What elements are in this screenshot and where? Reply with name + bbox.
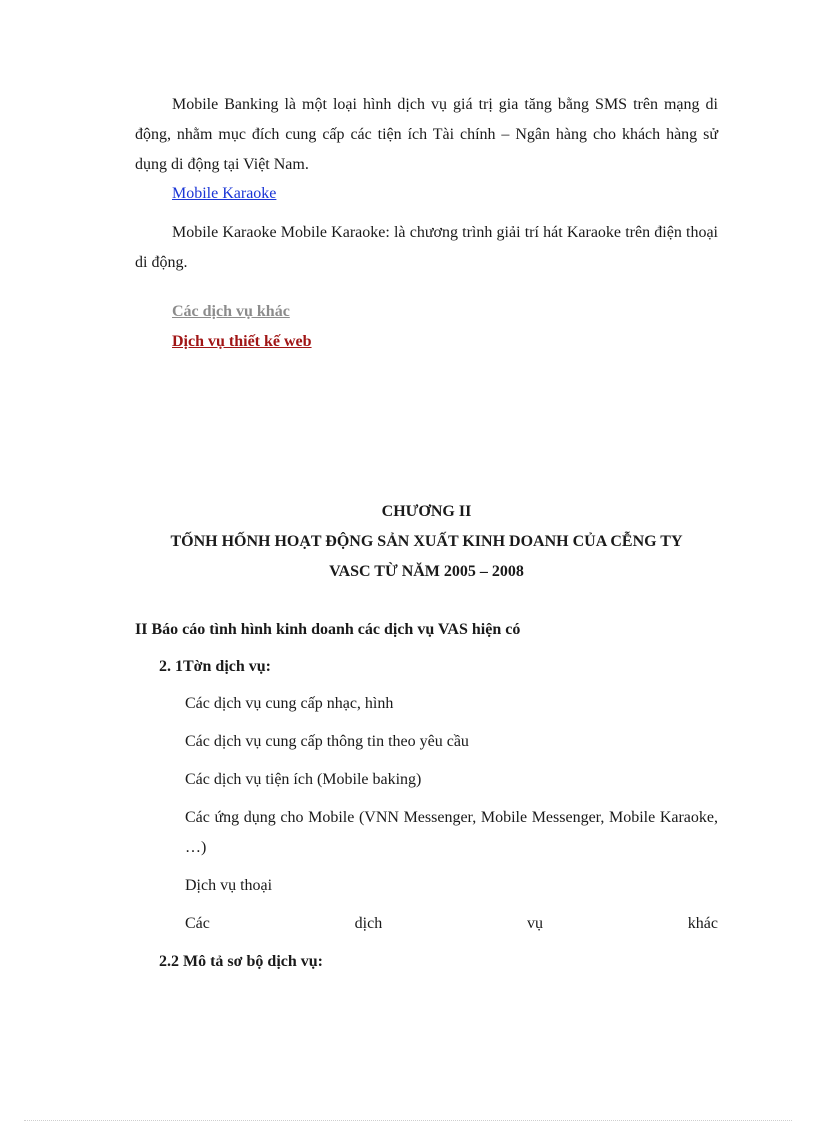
chapter-number: CHƯƠNG II: [381, 503, 472, 520]
service-item: Các dịch vụ cung cấp thông tin theo yêu cầu: [185, 733, 469, 750]
spread-word: Các: [185, 915, 210, 932]
spread-word: vụ: [526, 915, 543, 932]
subsection-heading-2: 2.2 Mô tả sơ bộ dịch vụ:: [159, 953, 323, 970]
subsection-heading-1: 2. 1Tờn dịch vụ:: [159, 658, 271, 675]
service-item-spread: [185, 914, 718, 934]
intro-paragraph-text: Mobile Banking là một loại hình dịch vụ giá trị gia tăng bằng SMS trên mạng di động, nhằm mục đích cung cấp các tiện ích Tài chính – Ngân hàng cho khách hàng sử dụng di động tại Việt Nam.: [135, 96, 718, 173]
service-item: Các dịch vụ cung cấp nhạc, hình: [185, 695, 394, 712]
chapter-title-line1: TỐNH HỐNH HOẠT ĐỘNG SẢN XUẤT KINH DOANH CỦA CỄNG TY: [170, 533, 683, 550]
chapter-title-line2: VASC TỪ NĂM 2005 – 2008: [329, 563, 524, 580]
link-other-services[interactable]: Các dịch vụ khác: [172, 303, 290, 320]
page-bottom-divider: [24, 1120, 792, 1121]
spread-word: khác: [687, 915, 718, 932]
spread-word: dịch: [354, 915, 383, 932]
service-item: Các dịch vụ tiện ích (Mobile baking): [185, 771, 422, 788]
karaoke-paragraph: [135, 218, 718, 278]
service-item: Dịch vụ thoại: [185, 877, 273, 894]
karaoke-paragraph-text: Mobile Karaoke Mobile Karaoke: là chương trình giải trí hát Karaoke trên điện thoại di động.: [135, 224, 718, 271]
service-item: Các ứng dụng cho Mobile (VNN Messenger, Mobile Messenger, Mobile Karaoke, …): [185, 809, 718, 856]
section-heading: II Báo cáo tình hình kinh doanh các dịch vụ VAS hiện có: [135, 621, 521, 638]
link-mobile-karaoke[interactable]: Mobile Karaoke: [172, 185, 277, 202]
link-web-design[interactable]: Dịch vụ thiết kế web: [172, 333, 312, 350]
intro-paragraph: [135, 90, 718, 180]
